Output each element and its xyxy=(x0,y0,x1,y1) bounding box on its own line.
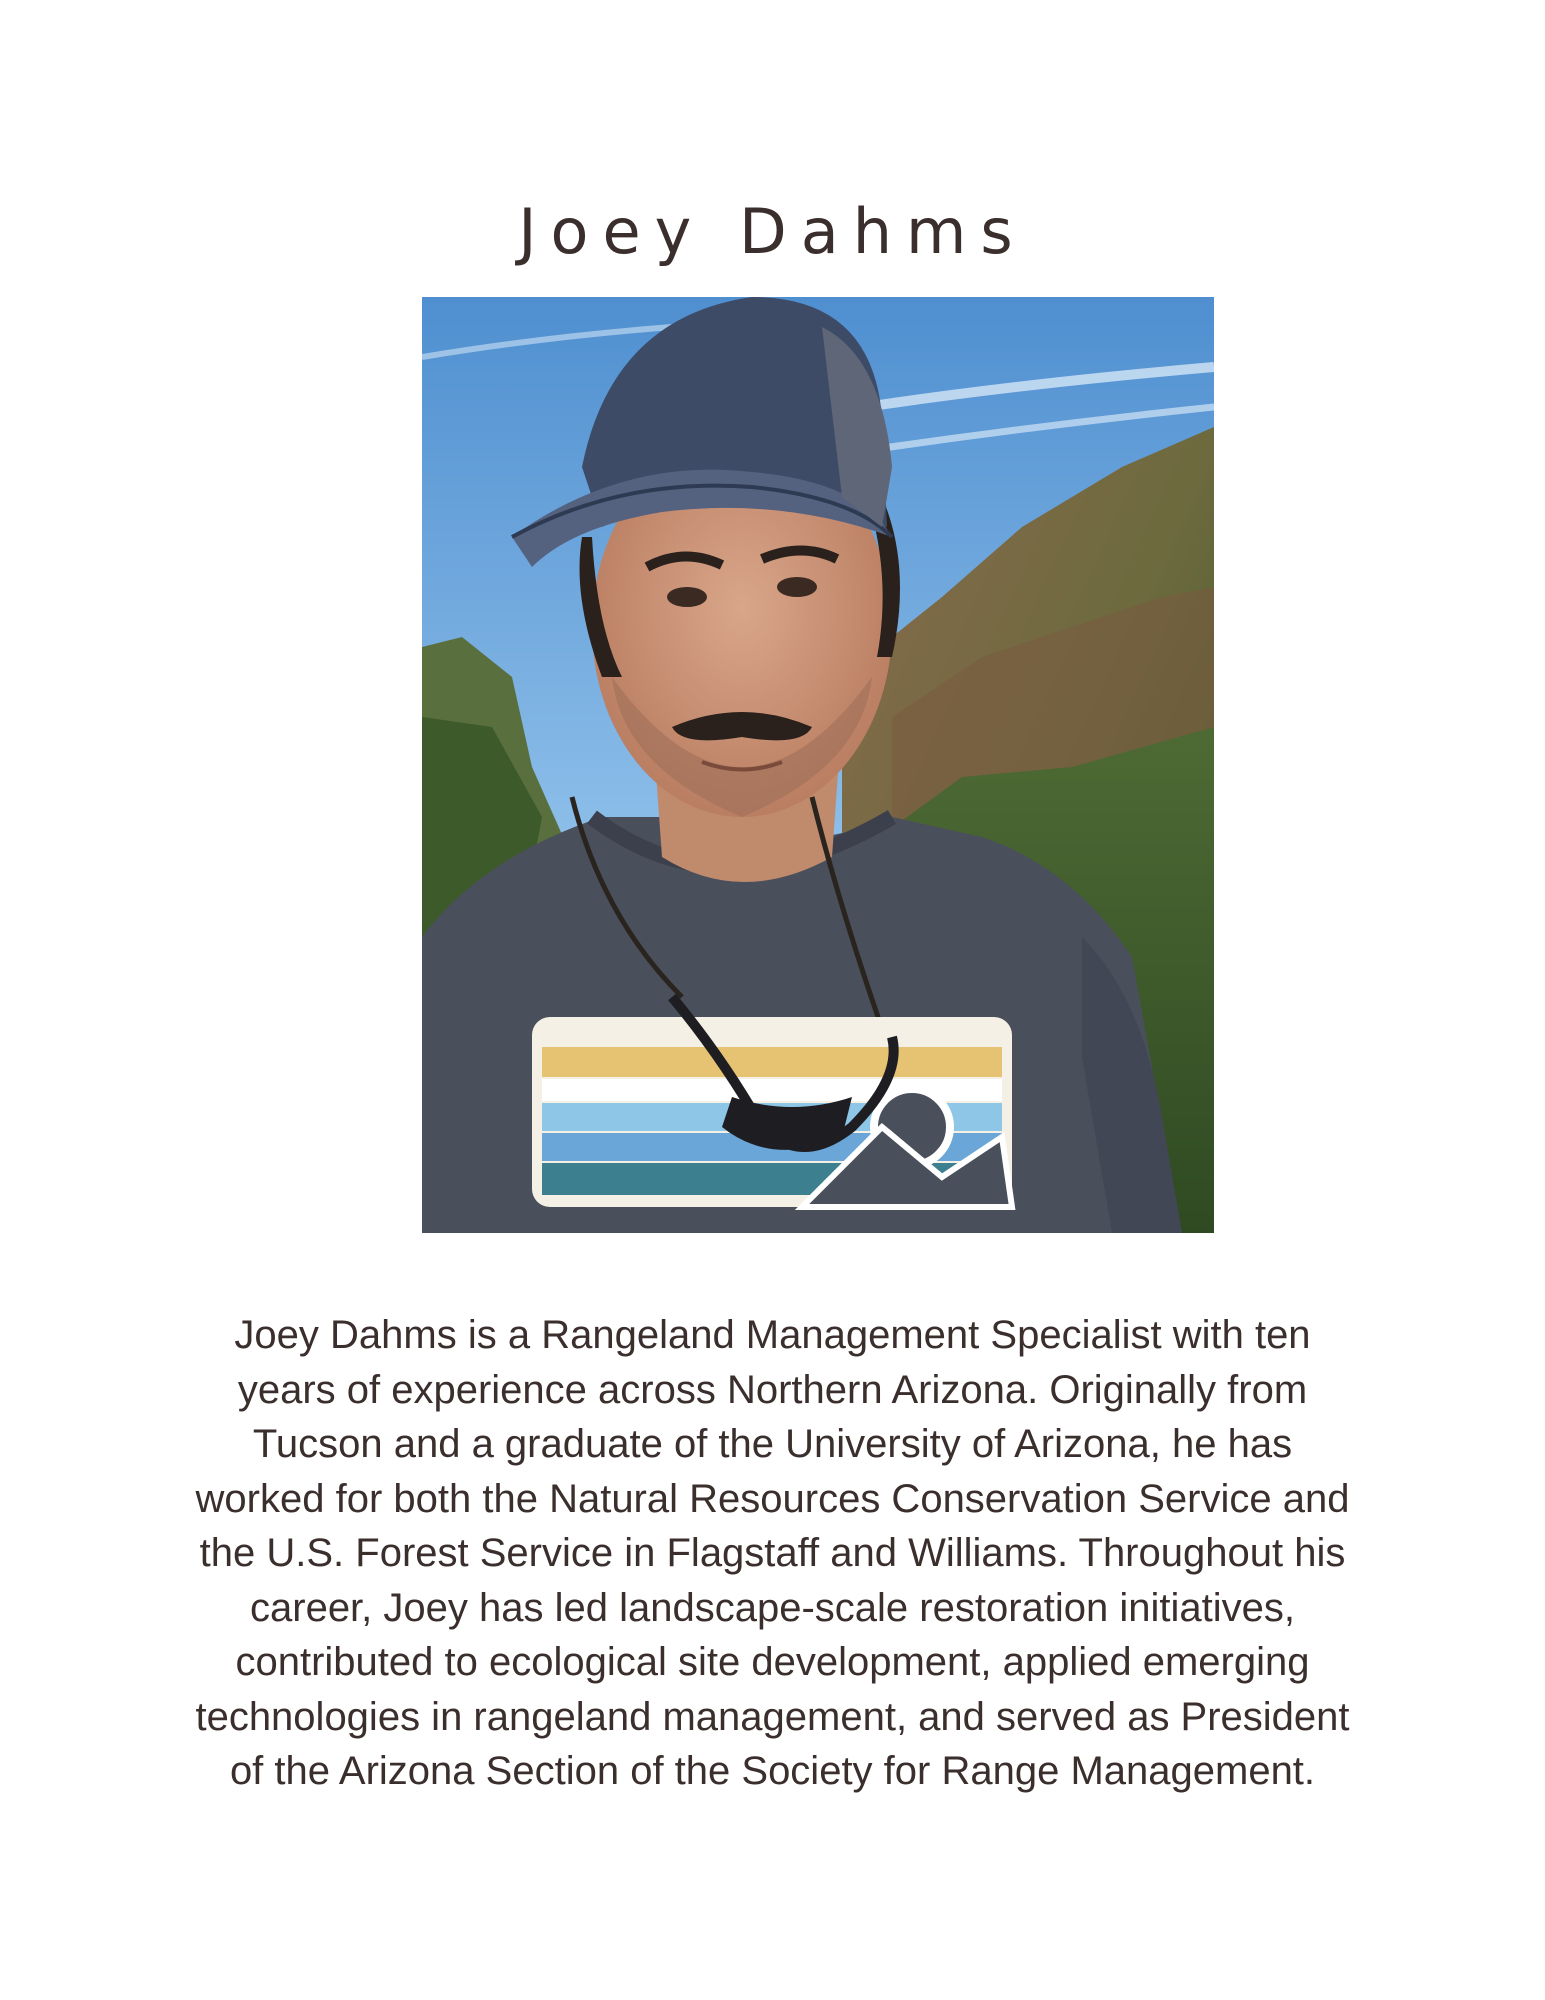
portrait-illustration xyxy=(422,297,1214,1233)
portrait-photo xyxy=(422,297,1214,1233)
bio-paragraph: Joey Dahms is a Rangeland Management Specialist with ten years of experience across Northern Arizona. Originally from Tucson and a graduate of the University of Arizona, he has worked for both the Natural Resources Conservation Service and the U.S. Forest Service in Flagstaff and Williams. Throughout his career, Joey has led landscape-scale restoration initiatives, contributed to ecological site development, applied emerging technologies in rangeland management, and served as President of the Arizona Section of the Society for Range Management. xyxy=(195,1313,1350,1793)
page-title: Joey Dahms xyxy=(518,194,1027,268)
